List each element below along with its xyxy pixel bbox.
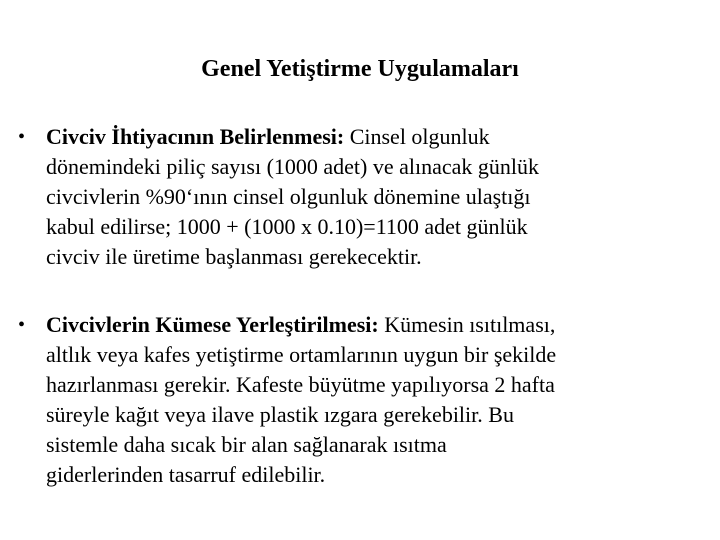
bullet-icon: •: [18, 314, 26, 336]
bullet-line: kabul edilirse; 1000 + (1000 x 0.10)=1100 adet günlük: [46, 214, 528, 239]
bullet-item-kumese-yerlestirme: [18, 310, 718, 490]
bullet-text: Cinsel olgunluk: [344, 124, 490, 149]
bullet-line: sistemle daha sıcak bir alan sağlanarak ısıtma: [46, 432, 447, 457]
bullet-line: civcivlerin %90‘ının cinsel olgunluk dönemine ulaştığı: [46, 184, 531, 209]
slide-title: Genel Yetiştirme Uygulamaları: [201, 56, 519, 82]
bullet-line: hazırlanması gerekir. Kafeste büyütme yapılıyorsa 2 hafta: [46, 372, 555, 397]
bullet-text: Kümesin ısıtılması,: [378, 312, 556, 337]
bullet-line: giderlerinden tasarruf edilebilir.: [46, 462, 326, 487]
bullet-line: altlık veya kafes yetiştirme ortamlarının uygun bir şekilde: [46, 342, 557, 367]
bullet-icon: •: [18, 126, 26, 148]
bullet-list: [18, 122, 718, 490]
bullet-line: [46, 310, 718, 340]
bullet-heading: Civciv İhtiyacının Belirlenmesi:: [46, 124, 345, 149]
bullet-line: civciv ile üretime başlanması gerekecektir.: [46, 244, 422, 269]
bullet-heading: Civcivlerin Kümese Yerleştirilmesi:: [46, 312, 379, 337]
bullet-line: [46, 122, 718, 152]
bullet-item-civciv-ihtiyaci: [18, 122, 718, 272]
bullet-line: süreyle kağıt veya ilave plastik ızgara gerekebilir. Bu: [46, 402, 514, 427]
bullet-line: dönemindeki piliç sayısı (1000 adet) ve alınacak günlük: [46, 154, 540, 179]
